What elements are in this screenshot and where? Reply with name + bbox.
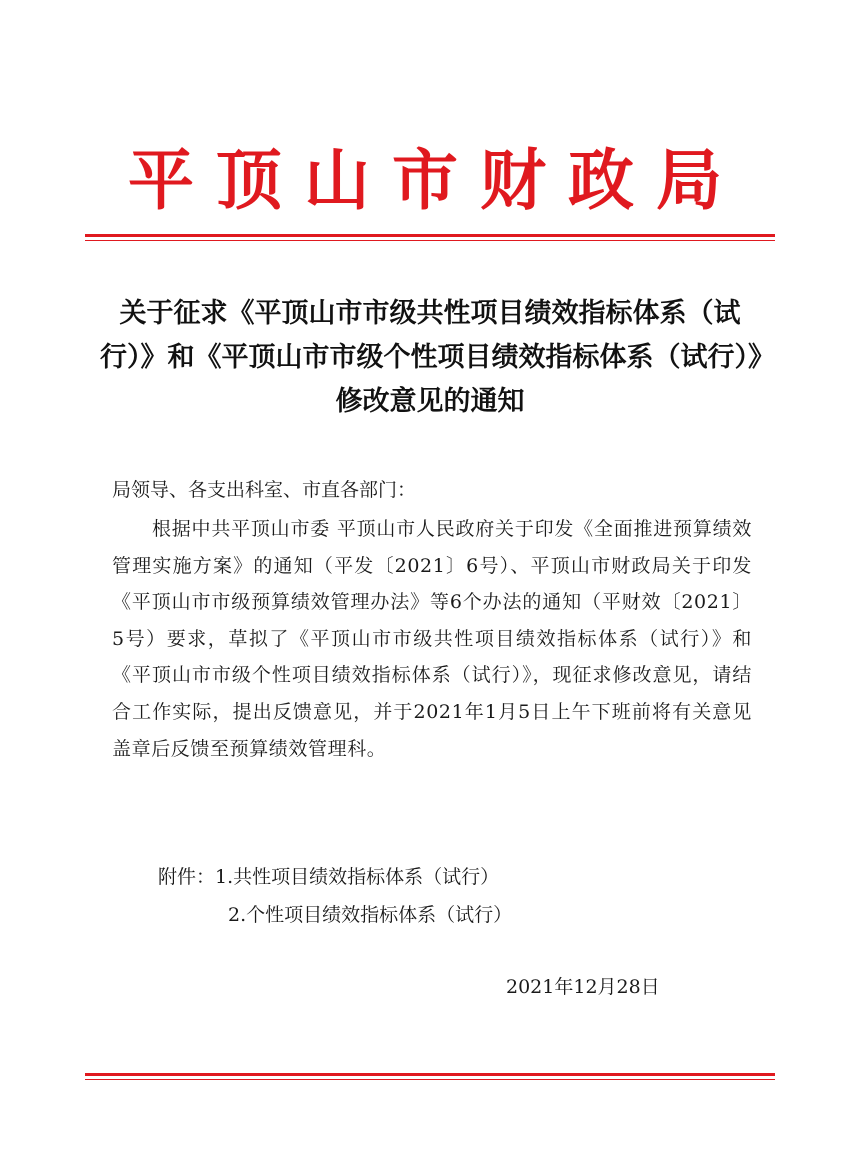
title-line-2: 行）》和《平顶山市市级个性项目绩效指标体系（试行）》 (100, 342, 775, 373)
attachments-list (158, 858, 512, 934)
attachment-item (158, 896, 512, 934)
issue-date: 2021年12月28日 (506, 976, 660, 998)
attachment-item-1: 1.共性项目绩效指标体系（试行） (215, 866, 500, 888)
attachment-item (158, 858, 512, 896)
salutation: 局领导、各支出科室、市直各部门： (112, 479, 417, 501)
agency-masthead: 平顶山市财政局 (128, 141, 744, 219)
header-divider (85, 234, 775, 241)
attachments-label: 附件： (158, 866, 216, 888)
title-line-1: 关于征求《平顶山市市级共性项目绩效指标体系（试 (119, 298, 741, 329)
body-paragraph: 根据中共平顶山市委 平顶山市人民政府关于印发《全面推进预算绩效管理实施方案》的通知（平发〔2021〕6号）、平顶山市财政局关于印发《平顶山市市级预算绩效管理办法》等6个办法的通知（平财效〔2021〕5号）要求，草拟了《平顶山市市级共性项目绩效指标体系（试行）》和《平顶山市市级个性项目绩效指标体系（试行）》，现征求修改意见，请结合工作实际，提出反馈意见，并于2021年1月5日上午下班前将有关意见盖章后反馈至预算绩效管理科。 (112, 518, 752, 760)
attachment-item-2: 2.个性项目绩效指标体系（试行） (228, 904, 513, 926)
title-line-3: 修改意见的通知 (335, 386, 525, 417)
footer-divider (85, 1073, 775, 1080)
document-title (100, 292, 775, 424)
